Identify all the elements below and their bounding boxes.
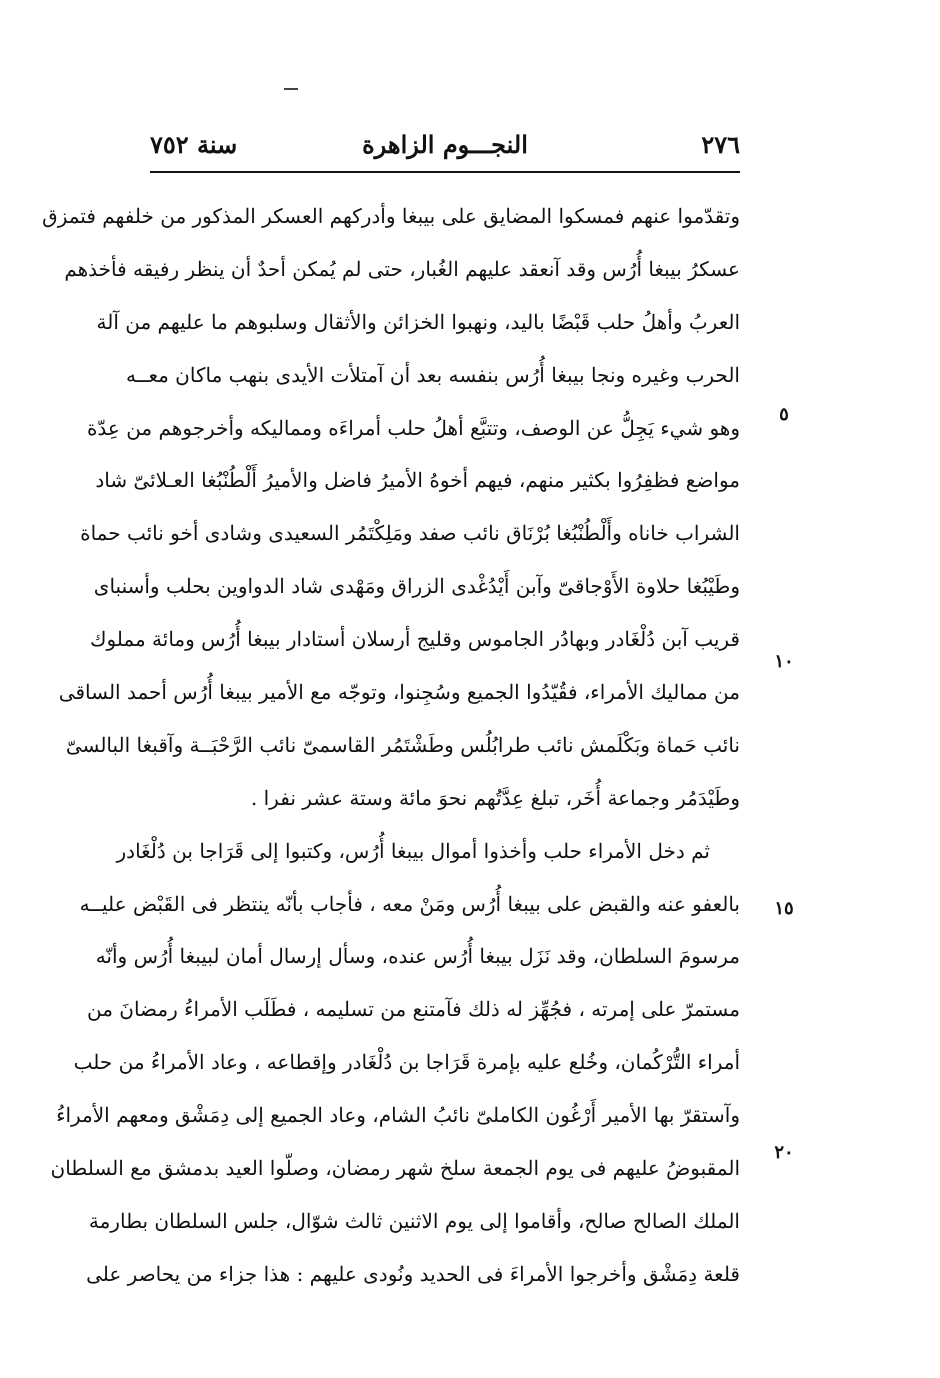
text-line: المقبوضُ عليهم فى يوم الجمعة سلخ شهر رمضان، وصلّوا العيد بدمشق مع السلطان <box>50 1156 740 1181</box>
text-line: عسكرُ بيبغا أُرُس وقد آنعقد عليهم الغُبار، حتى لم يُمكن أحدٌ أن ينظر رفيقه فأخذهم <box>64 256 740 281</box>
text-line: بالعفو عنه والقبض على بيبغا أُرُس ومَنْ معه ، فأجاب بأنّه ينتظر فى القَبْض عليــه <box>79 891 740 916</box>
running-title: النجـــوم الزاهرة <box>362 130 528 159</box>
header-rule <box>150 171 740 173</box>
text-line: الشراب خاناه وأَلْطُنْبُغا بُرْنَاق نائب صفد ومَلِكْتَمُر السعيدى وشادى أخو نائب حماة <box>80 521 740 546</box>
text-line: العربُ وأهلُ حلب قَبْضًا باليد، ونهبوا الخزائن والأثقال وسلبوهم ما عليهم من آلة <box>96 309 740 334</box>
line-number-5: ٥ <box>779 404 789 425</box>
text-line: قلعة دِمَشْق وأخرجوا الأمراءَ فى الحديد ونُودى عليهم : هذا جزاء من يحاصر على <box>86 1261 740 1286</box>
text-line: وطَيْبُغا حلاوة الأَوْجاقىّ وآبن أَيْدُغْدى الزراق ومَهْدى شاد الدواوين بحلب وأسنباى <box>93 574 740 599</box>
page-number: ٢٧٦ <box>701 130 740 159</box>
print-mark <box>284 88 298 90</box>
body-text <box>42 190 740 1301</box>
text-line: الملك الصالح صالح، وأقاموا إلى يوم الاثنين ثالث شوّال، جلس السلطان بطارمة <box>88 1208 740 1233</box>
line-number-10: ١٠ <box>774 651 794 672</box>
text-line: وطَيْدَمُر وجماعة أُخَر، تبلغ عِدَّتُهم نحوَ مائة وستة عشر نفرا . <box>250 785 740 810</box>
page-header <box>150 125 740 165</box>
text-line: مستمرّ على إمرته ، فجُهِّز له ذلك فآمتنع من تسليمه ، فطَلَب الأمراءُ رمضانَ من <box>86 997 740 1022</box>
year-label: سنة ٧٥٢ <box>150 130 238 159</box>
line-number-20: ٢٠ <box>774 1142 794 1163</box>
text-line: ثم دخل الأمراء حلب وأخذوا أموال بيبغا أُرُس، وكتبوا إلى قَرَاجا بن دُلْغَادر <box>116 838 710 863</box>
line-number-15: ١٥ <box>774 898 794 919</box>
text-line: قريب آبن دُلْغَادر وبهادُر الجاموس وقليج أرسلان أستادار بيبغا أُرُس ومائة مملوك <box>89 627 740 652</box>
text-line: مرسومَ السلطان، وقد نَزَل بيبغا أُرُس عنده، وسأل إرسال أمان لبيبغا أُرُس وأنّه <box>95 944 740 969</box>
text-line: مواضع فظفِرُوا بكثير منهم، فيهم أخوهُ الأميرُ فاضل والأميرُ أَلْطُنْبُغا العـلائىّ شاد <box>95 468 740 493</box>
text-line: وهو شيء يَجِلُّ عن الوصف، وتتبَّع أهلُ حلب أمراءَه ومماليكه وأخرجوهم من عِدّة <box>86 415 740 440</box>
text-line: من مماليك الأمراء، فقُيّدُوا الجميع وسُجِنوا، وتوجّه مع الأمير بيبغا أُرُس أحمد الساقى <box>58 680 740 705</box>
text-line: وآستقرّ بها الأمير أَرْغُون الكاملىّ نائبُ الشام، وعاد الجميع إلى دِمَشْق ومعهم الأمراءُ <box>56 1103 740 1128</box>
text-line: الحرب وغيره ونجا بيبغا أُرُس بنفسه بعد أن آمتلأت الأيدى بنهب ماكان معــه <box>126 362 740 387</box>
text-line: وتقدّموا عنهم فمسكوا المضايق على بيبغا وأدركهم العسكر المذكور من خلفهم فتمزق <box>42 204 740 228</box>
text-line: نائب حَماة وبَكْلَمش نائب طرابُلُس وطَشْتَمُر القاسمىّ نائب الرَّحْبَــة وآقبغا البالسىّ <box>65 732 740 757</box>
text-line: أمراء التُّرْكُمان، وخُلع عليه بإمرة قَرَاجا بن دُلْغَادر وإقطاعه ، وعاد الأمراءُ من حلب <box>73 1050 740 1075</box>
